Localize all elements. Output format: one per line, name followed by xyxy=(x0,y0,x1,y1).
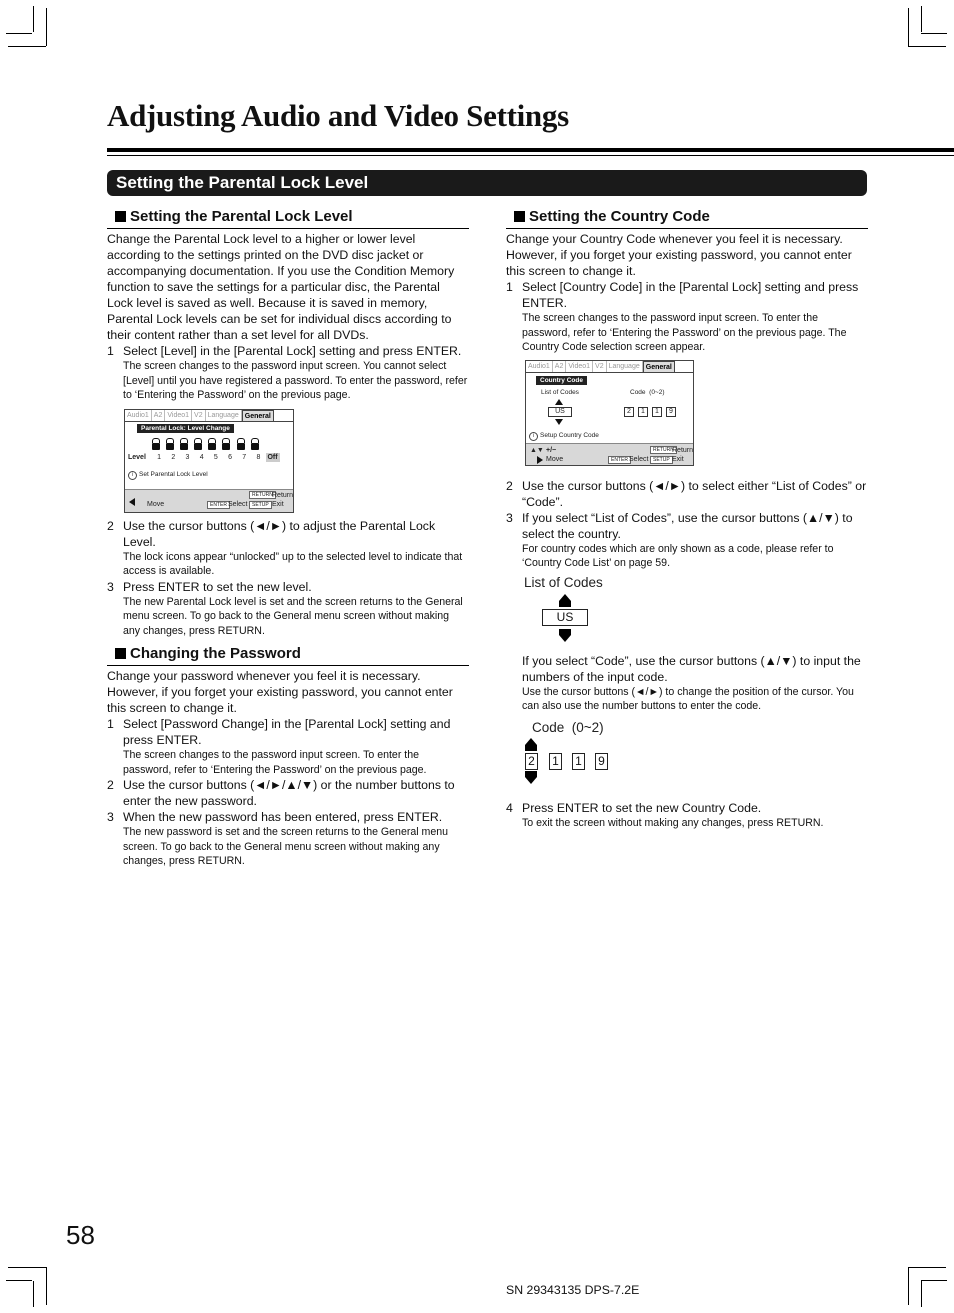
crop-mark xyxy=(8,1267,46,1268)
osd-footer xyxy=(125,489,293,512)
lock-icon xyxy=(165,438,174,450)
osd-tab-a2: A2 xyxy=(152,410,166,421)
password-step-3: 3 When the new password has been entered, press ENTER. xyxy=(107,810,443,824)
osd-label: Parental Lock: Level Change xyxy=(137,424,234,433)
country-intro: Change your Country Code whenever you feel it is necessary. However, if you forget your existing password, you cannot enter this screen to change it. xyxy=(506,232,852,278)
parental-step-2-note: The lock icons appear “unlocked” up to the selected level to indicate that access is available. xyxy=(123,550,463,577)
osd-hint: Setup Country Code xyxy=(540,431,599,439)
osd-tab-general: General xyxy=(242,410,274,421)
country-step-4-note: To exit the screen without making any changes, press RETURN. xyxy=(522,816,824,829)
up-down-arrow-icon: ▲▼ xyxy=(530,446,544,454)
osd-return: Return xyxy=(272,491,294,499)
level-7[interactable]: 7 xyxy=(242,453,247,461)
square-bullet-icon xyxy=(115,211,126,222)
osd-move: Move xyxy=(546,455,564,463)
return-key: RETURN xyxy=(650,446,677,454)
up-arrow-icon xyxy=(559,594,571,608)
osd-tab-video1: Video1 xyxy=(566,361,593,372)
password-step-3-note: The new password is set and the screen returns to the General menu screen. To go back to the General menu screen without making any changes, press RETURN. xyxy=(123,826,449,867)
level-2[interactable]: 2 xyxy=(171,453,176,461)
osd-list-value[interactable]: US xyxy=(548,407,572,417)
osd-list-label: List of Codes xyxy=(541,388,579,396)
osd-label: Country Code xyxy=(536,376,587,385)
crop-mark xyxy=(921,1280,947,1281)
osd-select: Select xyxy=(629,455,649,463)
osd-code-digit[interactable]: 1 xyxy=(652,407,662,417)
code-diagram xyxy=(506,720,868,800)
up-arrow-icon xyxy=(555,399,563,405)
country-step-3-note: For country codes which are only shown as a code, please refer to ‘Country Code List’ on page 59. xyxy=(522,542,834,569)
osd-tab-v2: V2 xyxy=(593,361,607,372)
osd-code-digit[interactable]: 9 xyxy=(666,407,676,417)
osd-hint: Set Parental Lock Level xyxy=(139,470,208,478)
list-of-codes-label: List of Codes xyxy=(524,574,603,590)
osd-code-label: Code (0~2) xyxy=(630,388,665,396)
osd-tab-audio1: Audio1 xyxy=(125,410,152,421)
osd-code-digit[interactable]: 2 xyxy=(624,407,634,417)
password-step-1: 1 Select [Password Change] in the [Parental Lock] setting and press ENTER. xyxy=(107,717,451,747)
code-digit[interactable]: 1 xyxy=(549,753,562,770)
level-5[interactable]: 5 xyxy=(213,453,218,461)
lock-icon xyxy=(151,438,160,450)
crop-mark xyxy=(908,1267,946,1268)
level-8[interactable]: 8 xyxy=(256,453,261,461)
osd-tabs xyxy=(125,410,293,422)
parental-lock-osd xyxy=(124,409,294,513)
lock-icon xyxy=(208,438,217,450)
title-rule xyxy=(107,148,954,152)
osd-tab-v2: V2 xyxy=(192,410,206,421)
osd-select: Select xyxy=(228,500,248,508)
left-column xyxy=(107,207,469,869)
lock-icon xyxy=(236,438,245,450)
osd-return: Return xyxy=(672,446,694,454)
osd-tab-a2: A2 xyxy=(553,361,567,372)
lock-icon xyxy=(179,438,188,450)
lock-icon xyxy=(250,438,259,450)
left-arrow-icon xyxy=(129,498,135,506)
down-arrow-icon xyxy=(559,629,571,643)
level-4[interactable]: 4 xyxy=(199,453,204,461)
code-digit[interactable]: 2 xyxy=(525,753,538,770)
title-rule-thin xyxy=(107,155,954,156)
osd-move: Move xyxy=(147,500,165,508)
crop-mark xyxy=(921,1281,922,1307)
code-digit[interactable]: 1 xyxy=(572,753,585,770)
osd-tabs xyxy=(526,361,693,373)
country-step-1: 1 Select [Country Code] in the [Parental Lock] setting and press ENTER. xyxy=(506,280,859,310)
enter-key: ENTER xyxy=(207,501,230,509)
level-row xyxy=(128,453,280,462)
crop-mark xyxy=(6,33,32,34)
footer-code: SN 29343135 DPS-7.2E xyxy=(506,1283,640,1297)
osd-plusminus: +/− xyxy=(546,446,557,454)
down-arrow-icon xyxy=(555,419,563,425)
right-arrow-icon xyxy=(537,456,543,464)
osd-tab-video1: Video1 xyxy=(165,410,192,421)
list-of-codes-value[interactable]: US xyxy=(542,609,588,626)
osd-tab-language: Language xyxy=(607,361,643,372)
parental-step-1: 1 Select [Level] in the [Parental Lock] setting and press ENTER. xyxy=(107,344,462,358)
code-paragraph: If you select “Code”, use the cursor buttons (▲/▼) to input the numbers of the input code. xyxy=(522,653,861,684)
code-paragraph-note: Use the cursor buttons (◄/►) to change the position of the cursor. You can also use the number buttons to enter the code. xyxy=(522,685,854,712)
parental-step-3-note: The new Parental Lock level is set and the screen returns to the General menu screen. To go back to the General menu screen without making any changes, press RETURN. xyxy=(123,595,463,637)
crop-mark xyxy=(33,6,34,32)
osd-tab-audio1: Audio1 xyxy=(526,361,553,372)
page-number: 58 xyxy=(66,1220,95,1250)
parental-step-1-note: The screen changes to the password input screen. You cannot select [Level] until you have registered a password. To enter the password, refer to ‘Entering the Password’ on the previous page. xyxy=(123,360,468,401)
osd-tab-general: General xyxy=(643,361,675,372)
password-step-1-note: The screen changes to the password input screen. To enter the password, refer to ‘Entering the Password’ on the previous page. xyxy=(123,749,427,776)
osd-tab-language: Language xyxy=(206,410,242,421)
code-label: Code (0~2) xyxy=(532,719,604,735)
password-step-2: 2 Use the cursor buttons (◄/►/▲/▼) or the number buttons to enter the new password. xyxy=(107,778,455,808)
level-off[interactable]: Off xyxy=(267,453,278,461)
info-icon: i xyxy=(128,471,137,480)
osd-code-digit[interactable]: 1 xyxy=(638,407,648,417)
lock-icons-row xyxy=(151,438,265,453)
crop-mark xyxy=(908,8,909,46)
setup-key: SETUP xyxy=(650,456,673,464)
password-intro: Change your password whenever you feel it is necessary. However, if you forget your existing password, you cannot enter this screen to change it. xyxy=(107,669,453,715)
crop-mark xyxy=(33,1281,34,1307)
level-3[interactable]: 3 xyxy=(185,453,190,461)
parental-step-3: 3 Press ENTER to set the new level. xyxy=(107,579,312,594)
level-label: Level xyxy=(128,453,146,461)
country-heading: Setting the Country Code xyxy=(506,207,868,229)
parental-step-2: 2 Use the cursor buttons (◄/►) to adjust the Parental Lock Level. xyxy=(107,518,436,549)
enter-key: ENTER xyxy=(608,456,631,464)
square-bullet-icon xyxy=(115,648,126,659)
down-arrow-icon xyxy=(525,771,537,785)
country-code-osd xyxy=(525,360,694,466)
square-bullet-icon xyxy=(514,211,525,222)
return-key: RETURN xyxy=(249,491,276,499)
password-heading: Changing the Password xyxy=(107,644,469,666)
crop-mark xyxy=(908,1267,909,1305)
crop-mark xyxy=(8,46,46,47)
lock-icon xyxy=(194,438,203,450)
osd-exit: Exit xyxy=(272,500,284,508)
country-step-4: 4 Press ENTER to set the new Country Code. xyxy=(506,800,762,815)
crop-mark xyxy=(46,1267,47,1305)
country-step-2: 2 Use the cursor buttons (◄/►) to select either “List of Codes” or “Code”. xyxy=(506,478,867,509)
parental-intro: Change the Parental Lock level to a higher or lower level according to the settings printed on the DVD disc jacket or accompanying documentation. If you use the Condition Memory function to save the settings for a particular disc, the Parental Lock level is saved as well. Because it is saved in memory, Parental Lock levels can be set for individual discs according to their content rather than a set level for all DVDs. xyxy=(107,232,455,342)
osd-exit: Exit xyxy=(672,455,684,463)
right-column xyxy=(506,207,868,830)
country-step-3: 3 If you select “List of Codes”, use the cursor buttons (▲/▼) to select the country. xyxy=(506,510,853,541)
setup-key: SETUP xyxy=(249,501,272,509)
crop-mark xyxy=(908,46,946,47)
crop-mark xyxy=(921,33,947,34)
crop-mark xyxy=(46,8,47,46)
country-step-1-note: The screen changes to the password input screen. To enter the password, refer to ‘Entering the Password’ on the previous page. The Country Code selection screen appear. xyxy=(522,312,847,353)
crop-mark xyxy=(6,1280,32,1281)
info-icon: i xyxy=(529,432,538,441)
list-of-codes-diagram xyxy=(524,575,868,653)
level-6[interactable]: 6 xyxy=(228,453,232,461)
level-1[interactable]: 1 xyxy=(157,453,162,461)
page-title: Adjusting Audio and Video Settings xyxy=(107,98,569,133)
osd-footer xyxy=(526,443,693,465)
crop-mark xyxy=(921,6,922,32)
section-banner: Setting the Parental Lock Level xyxy=(107,170,867,196)
code-digit[interactable]: 9 xyxy=(595,753,608,770)
lock-icon xyxy=(222,438,231,450)
up-arrow-icon xyxy=(525,738,537,752)
parental-heading: Setting the Parental Lock Level xyxy=(107,207,469,229)
